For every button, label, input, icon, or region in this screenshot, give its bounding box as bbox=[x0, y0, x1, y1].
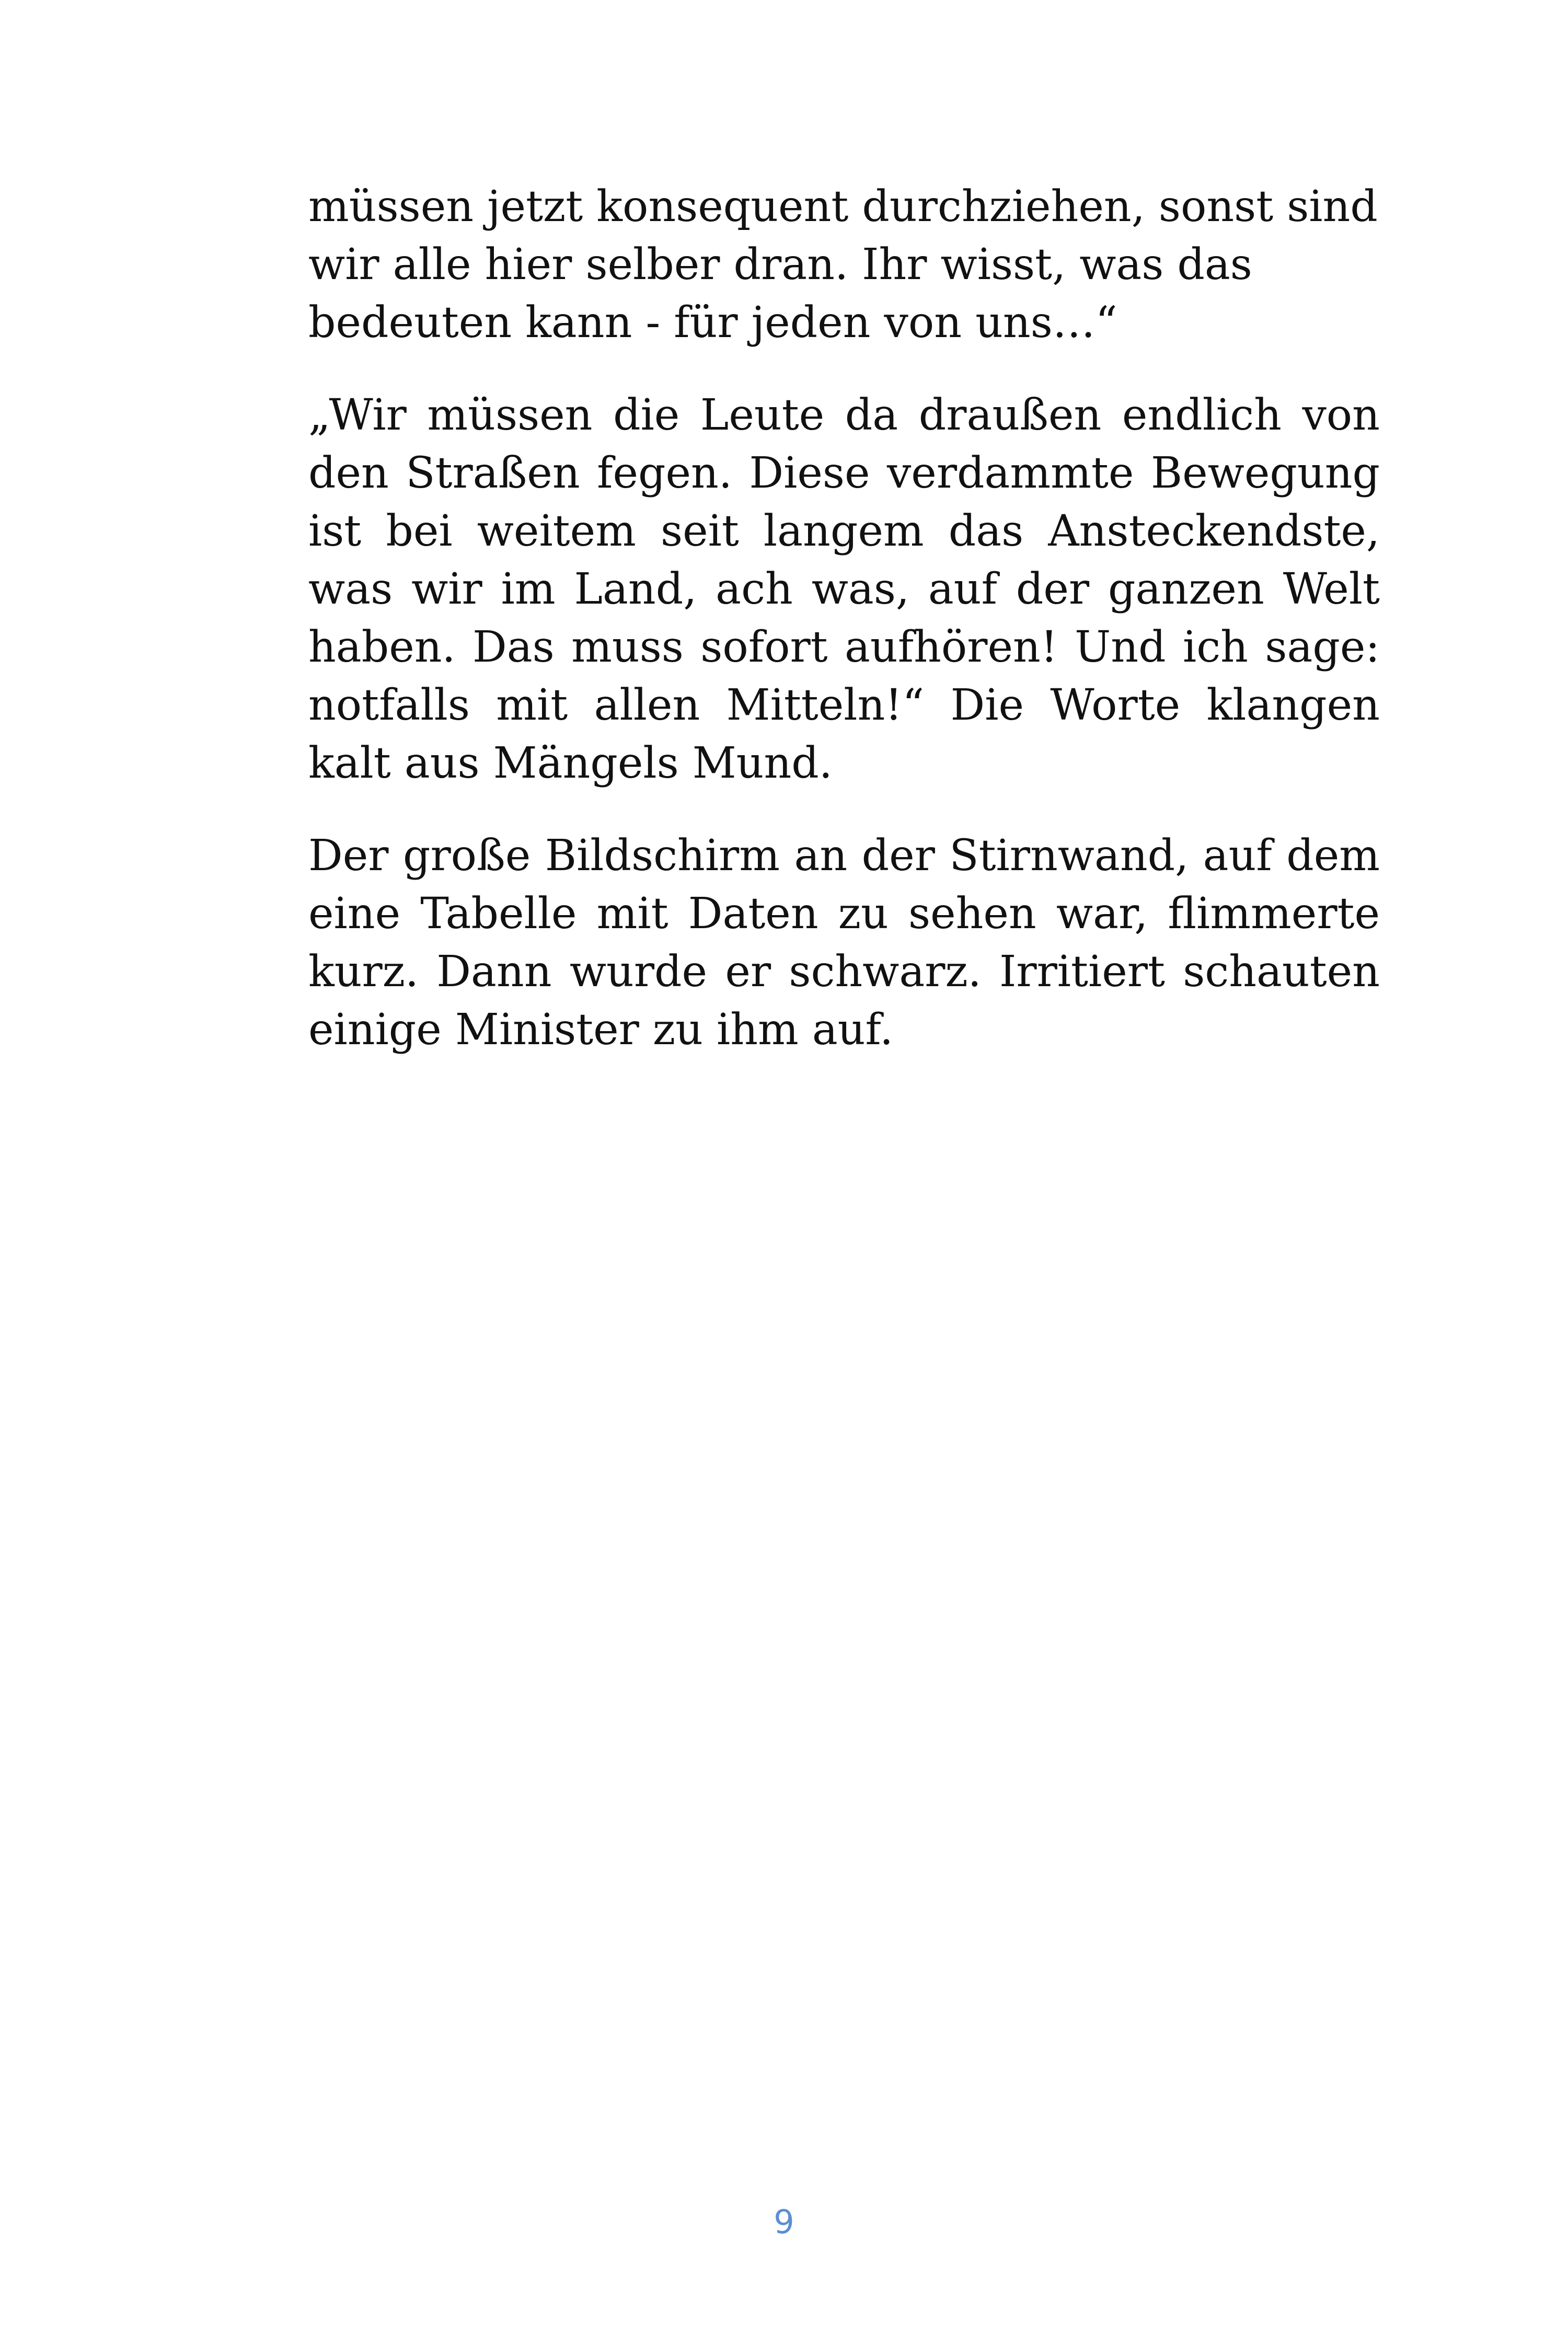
page-number: 9 bbox=[774, 2203, 794, 2241]
paragraph-3: Der große Bildschirm an der Stirnwand, auf dem eine Tabelle mit Daten zu sehen war, flimmerte kurz. Dann wurde er schwarz. Irritiert schauten einige Minister zu ihm auf. bbox=[308, 831, 1380, 1055]
body-text bbox=[308, 178, 1380, 1093]
paragraph-2: „Wir müssen die Leute da draußen endlich von den Straßen fegen. Diese verdammte Bewegung ist bei weitem seit langem das Ansteckendste, was wir im Land, ach was, auf der ganzen Welt haben. Das muss sofort aufhören! Und ich sage: notfalls mit allen Mitteln!“ Die Worte klangen kalt aus Mängels Mund. bbox=[308, 390, 1380, 788]
paragraph-1: müssen jetzt konsequent durchziehen, sonst sind wir alle hier selber dran. Ihr wisst, was das bedeuten kann - für jeden von uns…“ bbox=[308, 182, 1378, 348]
